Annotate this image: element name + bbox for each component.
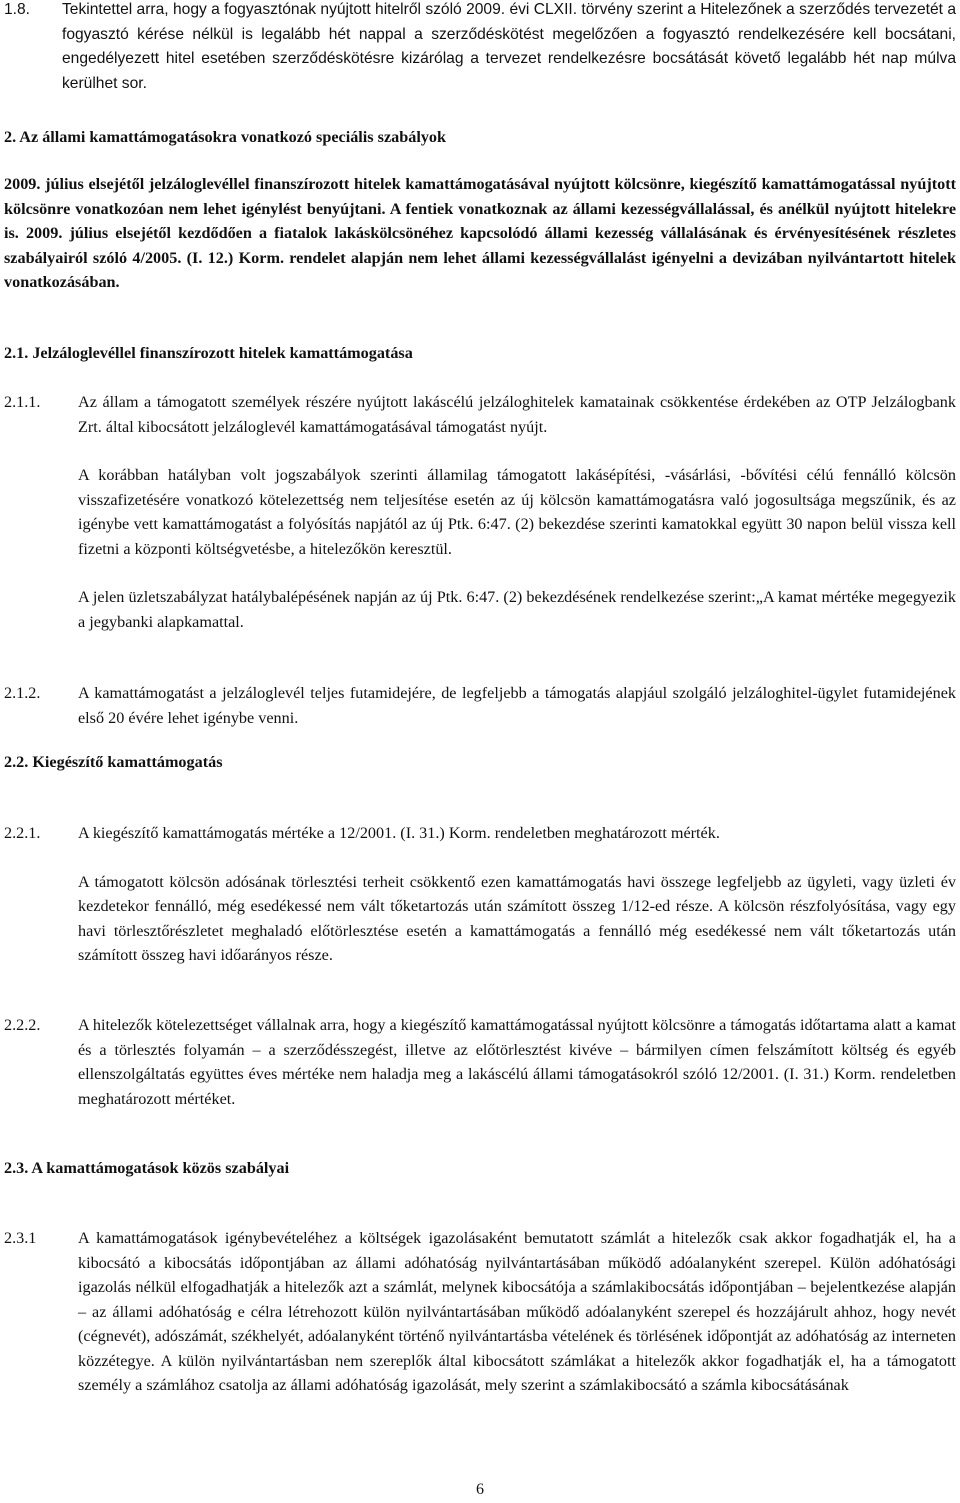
section-2-1-1 — [4, 390, 956, 634]
section-2-2-heading: 2.2. Kiegészítő kamattámogatás — [4, 753, 223, 771]
section-2-1-heading: 2.1. Jelzáloglevéllel finanszírozott hitelek kamattámogatása — [4, 344, 413, 362]
page-number: 6 — [476, 1481, 484, 1498]
section-2-2-2 — [4, 1013, 956, 1111]
section-2-3-1 — [4, 1226, 956, 1398]
section-number: 2.1.2. — [4, 684, 41, 702]
section-2-1-2 — [4, 681, 956, 730]
section-text: A kamattámogatások igénybevételéhez a költségek igazolásaként bemutatott számlát a hitelezők csak akkor fogadhatják el, ha a kibocsátó a kibocsátás időpontjában az állami adóhatóság nyilvántartásában működő adóalanyként szerepel. Külön adóhatósági igazolás nélkül elfogadhatják a hitelezők azt a számlát, melynek kibocsátója a számlakibocsátás időpontjában – bejelentkezése alapján – az állami adóhatóság e célra létrehozott külön nyilvántartásában működő adóalanyként szerepel és hozzájárult ahhoz, hogy nevét (cégnevét), adószámát, székhelyét, adóalanyként történő nyilvántartásba vételének és törlésének időpontját az adóhatóság az interneten közzétegye. A külön nyilvántartásban nem szereplők által kibocsátott számlákat a hitelezők akkor fogadhatják el, ha a támogatott személy a számlához csatolja az állami adóhatóság igazolását, mely szerint a számlakibocsátó a számla kibocsátásának — [78, 1229, 956, 1394]
section-text: Tekintettel arra, hogy a fogyasztónak nyújtott hitelről szóló 2009. évi CLXII. törvény szerint a Hitelezőnek a szerződés tervezetét a fogyasztó kérése nélkül is legalább hét nappal a szerződéskötést megelőzően a fogyasztó rendelkezésére kell bocsátani, engedélyezett hitel esetében szerződéskötésre kizárólag a tervezet rendelkezésre bocsátását követő legalább hét nap múlva kerülhet sor. — [62, 1, 956, 92]
section-number: 2.2.1. — [4, 824, 41, 842]
section-2-2-1 — [4, 821, 956, 968]
section-number: 2.3.1 — [4, 1229, 37, 1247]
paragraph-text: A támogatott kölcsön adósának törlesztési terheit csökkentő ezen kamattámogatás havi összege legfeljebb az ügyleti, vagy üzleti év kezdetekor fennálló, még esedékessé nem vált tőketartozás után számított összeg 1/12-ed része. A kölcsön részfolyósítása, vagy egy havi törlesztőrészletet meghaladó előtörlesztése esetén a kamattámogatás a fennálló még esedékessé nem vált tőketartozás után számított összeg havi időarányos része. — [78, 872, 956, 964]
section-2-heading: 2. Az állami kamattámogatásokra vonatkozó speciális szabályok — [4, 128, 447, 146]
section-1-8 — [4, 0, 956, 96]
section-2-paragraph — [4, 172, 956, 295]
paragraph-text: A kiegészítő kamattámogatás mértéke a 12/2001. (I. 31.) Korm. rendeletben meghatározott mérték. — [78, 824, 720, 842]
section-number: 2.2.2. — [4, 1016, 41, 1034]
paragraph-text: A korábban hatályban volt jogszabályok szerinti államilag támogatott lakásépítési, -vásárlási, -bővítési célú fennálló kölcsön visszafizetésére vonatkozó kötelezettség nem teljesítése esetén az új kölcsön kamattámogatásra való jogosultsága megszűnik, és az igénybe vett kamattámogatást a folyósítás napjától az új Ptk. 6:47. (2) bekezdése szerinti kamatokkal együtt 30 napon belül vissza kell fizetni a központi költségvetésbe, a hitelezőkön keresztül. — [78, 466, 956, 558]
section-number: 1.8. — [4, 1, 31, 18]
paragraph-text: 2009. július elsejétől jelzáloglevéllel finanszírozott hitelek kamattámogatásával nyújtott kölcsönre, kiegészítő kamattámogatással nyújtott kölcsönre vonatkozóan nem lehet igénylést benyújtani. A fentiek vonatkoznak az állami kezességvállalással, és anélkül nyújtott hitelekre is. 2009. július elsejétől kezdődően a fiatalok lakáskölcsönéhez kapcsolódó állami kezesség vállalásának és érvényesítésének részletes szabályairól szóló 4/2005. (I. 12.) Korm. rendelet alapján nem lehet állami kezességvállalást igényelni a devizában nyilvántartott hitelek vonatkozásában. — [4, 175, 956, 291]
section-2-3-heading: 2.3. A kamattámogatások közös szabályai — [4, 1159, 290, 1177]
paragraph-text: A jelen üzletszabályzat hatálybalépésének napján az új Ptk. 6:47. (2) bekezdésének rendelkezése szerint:„A kamat mértéke megegyezik a jegybanki alapkamattal. — [78, 588, 956, 631]
section-text: A kamattámogatást a jelzáloglevél teljes futamidejére, de legfeljebb a támogatás alapjául szolgáló jelzáloghitel-ügylet futamidejének első 20 évére lehet igénybe venni. — [78, 684, 956, 727]
section-number: 2.1.1. — [4, 393, 41, 411]
section-text: A hitelezők kötelezettséget vállalnak arra, hogy a kiegészítő kamattámogatással nyújtott kölcsönre a támogatás időtartama alatt a kamat és a törlesztés folyamán – a szerződésszegést, illetve az előtörlesztést kivéve – bármilyen címen felszámított költség és egyéb ellenszolgáltatás együttes éves mértéke nem haladja meg a lakáscélú állami támogatásokról szóló 12/2001. (I. 31.) Korm. rendeletben meghatározott mértéket. — [78, 1016, 956, 1108]
paragraph-text: Az állam a támogatott személyek részére nyújtott lakáscélú jelzáloghitelek kamatainak csökkentése érdekében az OTP Jelzálogbank Zrt. által kibocsátott jelzáloglevél kamattámogatásával támogatást nyújt. — [78, 393, 956, 436]
